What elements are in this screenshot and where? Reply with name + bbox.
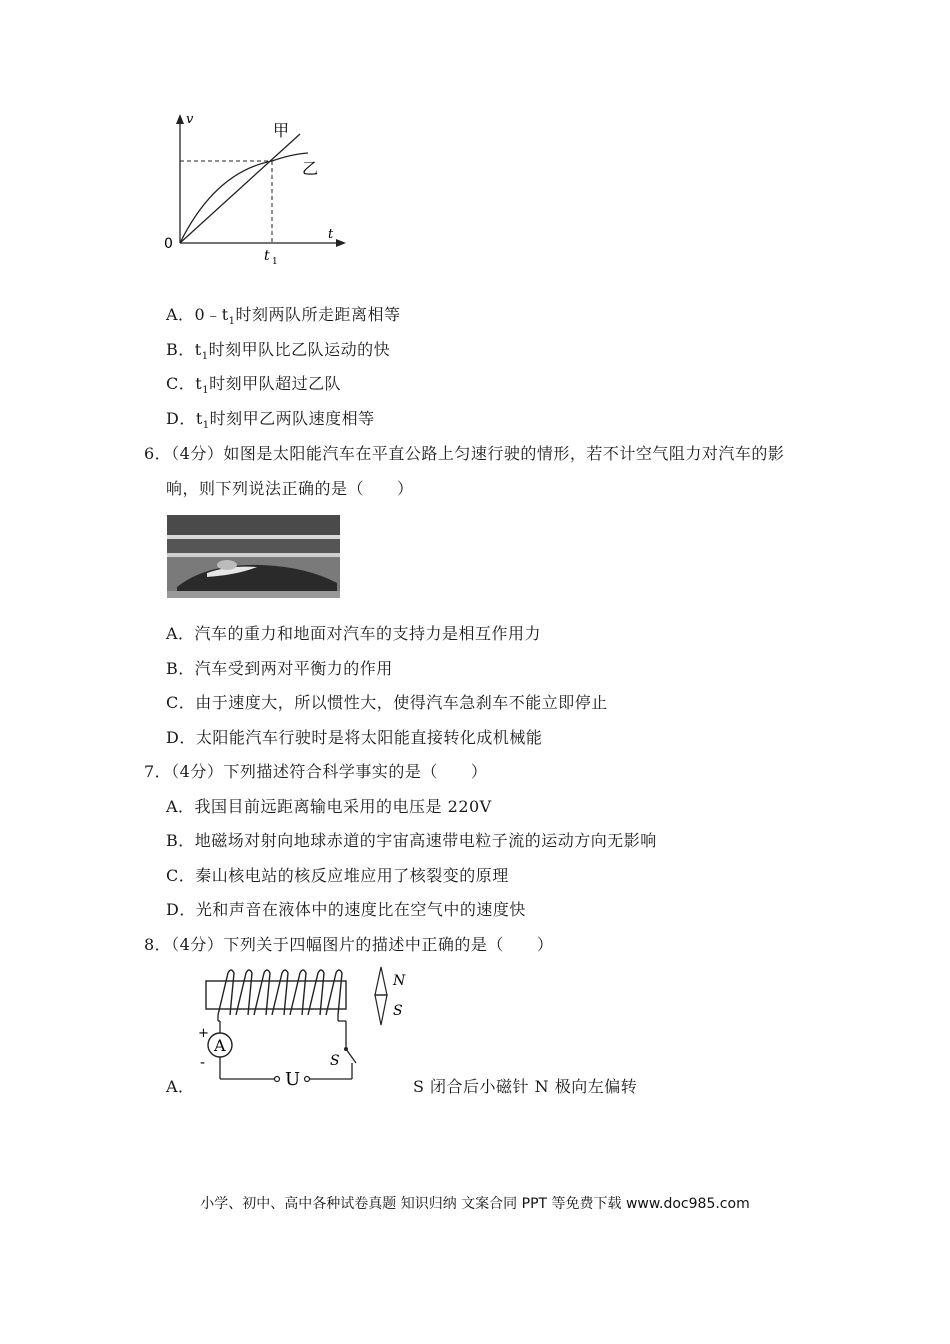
switch-blade (346, 1049, 356, 1063)
q5-option-d: D．$t_1$时刻甲乙两队速度相等 (166, 409, 375, 432)
ammeter-plus: + (198, 1026, 209, 1041)
q7-option-c: C．秦山核电站的核反应堆应用了核裂变的原理 (166, 866, 509, 885)
q7-option-b: B．地磁场对射向地球赤道的宇宙高速带电粒子流的运动方向无影响 (166, 831, 657, 850)
velocity-time-graph (160, 110, 360, 270)
q8-option-a-text: S 闭合后小磁针 N 极向左偏转 (413, 1077, 638, 1096)
solar-car-photo (167, 515, 340, 598)
q6-option-d: D．太阳能汽车行驶时是将太阳能直接转化成机械能 (166, 728, 543, 747)
q5-option-a: A．$0﹣t_1$时刻两队所走距离相等 (166, 305, 401, 328)
q8-option-a-letter: A． (166, 1077, 195, 1096)
jia-line (180, 134, 300, 243)
solenoid-core (206, 981, 346, 1009)
compass-needle-south (375, 995, 387, 1025)
ammeter-minus: - (200, 1055, 206, 1071)
q8-stem: 8．（4分）下列关于四幅图片的描述中正确的是（ ） (144, 935, 554, 954)
compass-needle-north (375, 967, 387, 995)
yi-curve (180, 153, 308, 243)
q7-stem: 7．（4分）下列描述符合科学事实的是（ ） (144, 762, 488, 781)
page-footer: 小学、初中、高中各种试卷真题 知识归纳 文案合同 PPT 等免费下载 www.doc985.com (200, 1196, 750, 1212)
q6-option-b: B．汽车受到两对平衡力的作用 (166, 659, 393, 678)
solenoid-circuit-diagram (190, 965, 420, 1090)
q7-option-a: A．我国目前远距离输电采用的电压是 220V (166, 797, 492, 816)
q6-stem-line2: 响，则下列说法正确的是（ ） (166, 479, 414, 498)
q6-option-c: C．由于速度大，所以惯性大，使得汽车急刹车不能立即停止 (166, 693, 608, 712)
t-axis-arrow (336, 239, 346, 247)
q5-option-c: C．$t_1$时刻甲队超过乙队 (166, 374, 342, 397)
ammeter-label: A (214, 1036, 226, 1055)
q5-option-b: B．$t_1$时刻甲队比乙队运动的快 (166, 340, 391, 363)
voltage-source-label: U (285, 1069, 301, 1090)
q6-option-a: A．汽车的重力和地面对汽车的支持力是相互作用力 (166, 624, 542, 643)
switch-label: S (330, 1053, 340, 1069)
t1-subscript: 1 (272, 257, 278, 267)
yi-label: 乙 (302, 159, 319, 178)
v-axis-label: v (186, 112, 194, 127)
q7-option-d: D．光和声音在液体中的速度比在空气中的速度快 (166, 900, 526, 919)
solenoid-coil (218, 970, 342, 1015)
q6-stem-line1: 6．（4分）如图是太阳能汽车在平直公路上匀速行驶的情形，若不计空气阻力对汽车的影 (144, 444, 785, 463)
terminal-left (275, 1077, 280, 1082)
origin-label: 0 (164, 236, 173, 252)
t-axis-label: t (328, 227, 334, 242)
jia-label: 甲 (273, 121, 290, 140)
t1-label: t (264, 248, 270, 264)
terminal-right (305, 1077, 310, 1082)
needle-n-label: N (393, 973, 406, 989)
v-axis-arrow (176, 114, 184, 124)
needle-s-label: S (393, 1003, 403, 1019)
